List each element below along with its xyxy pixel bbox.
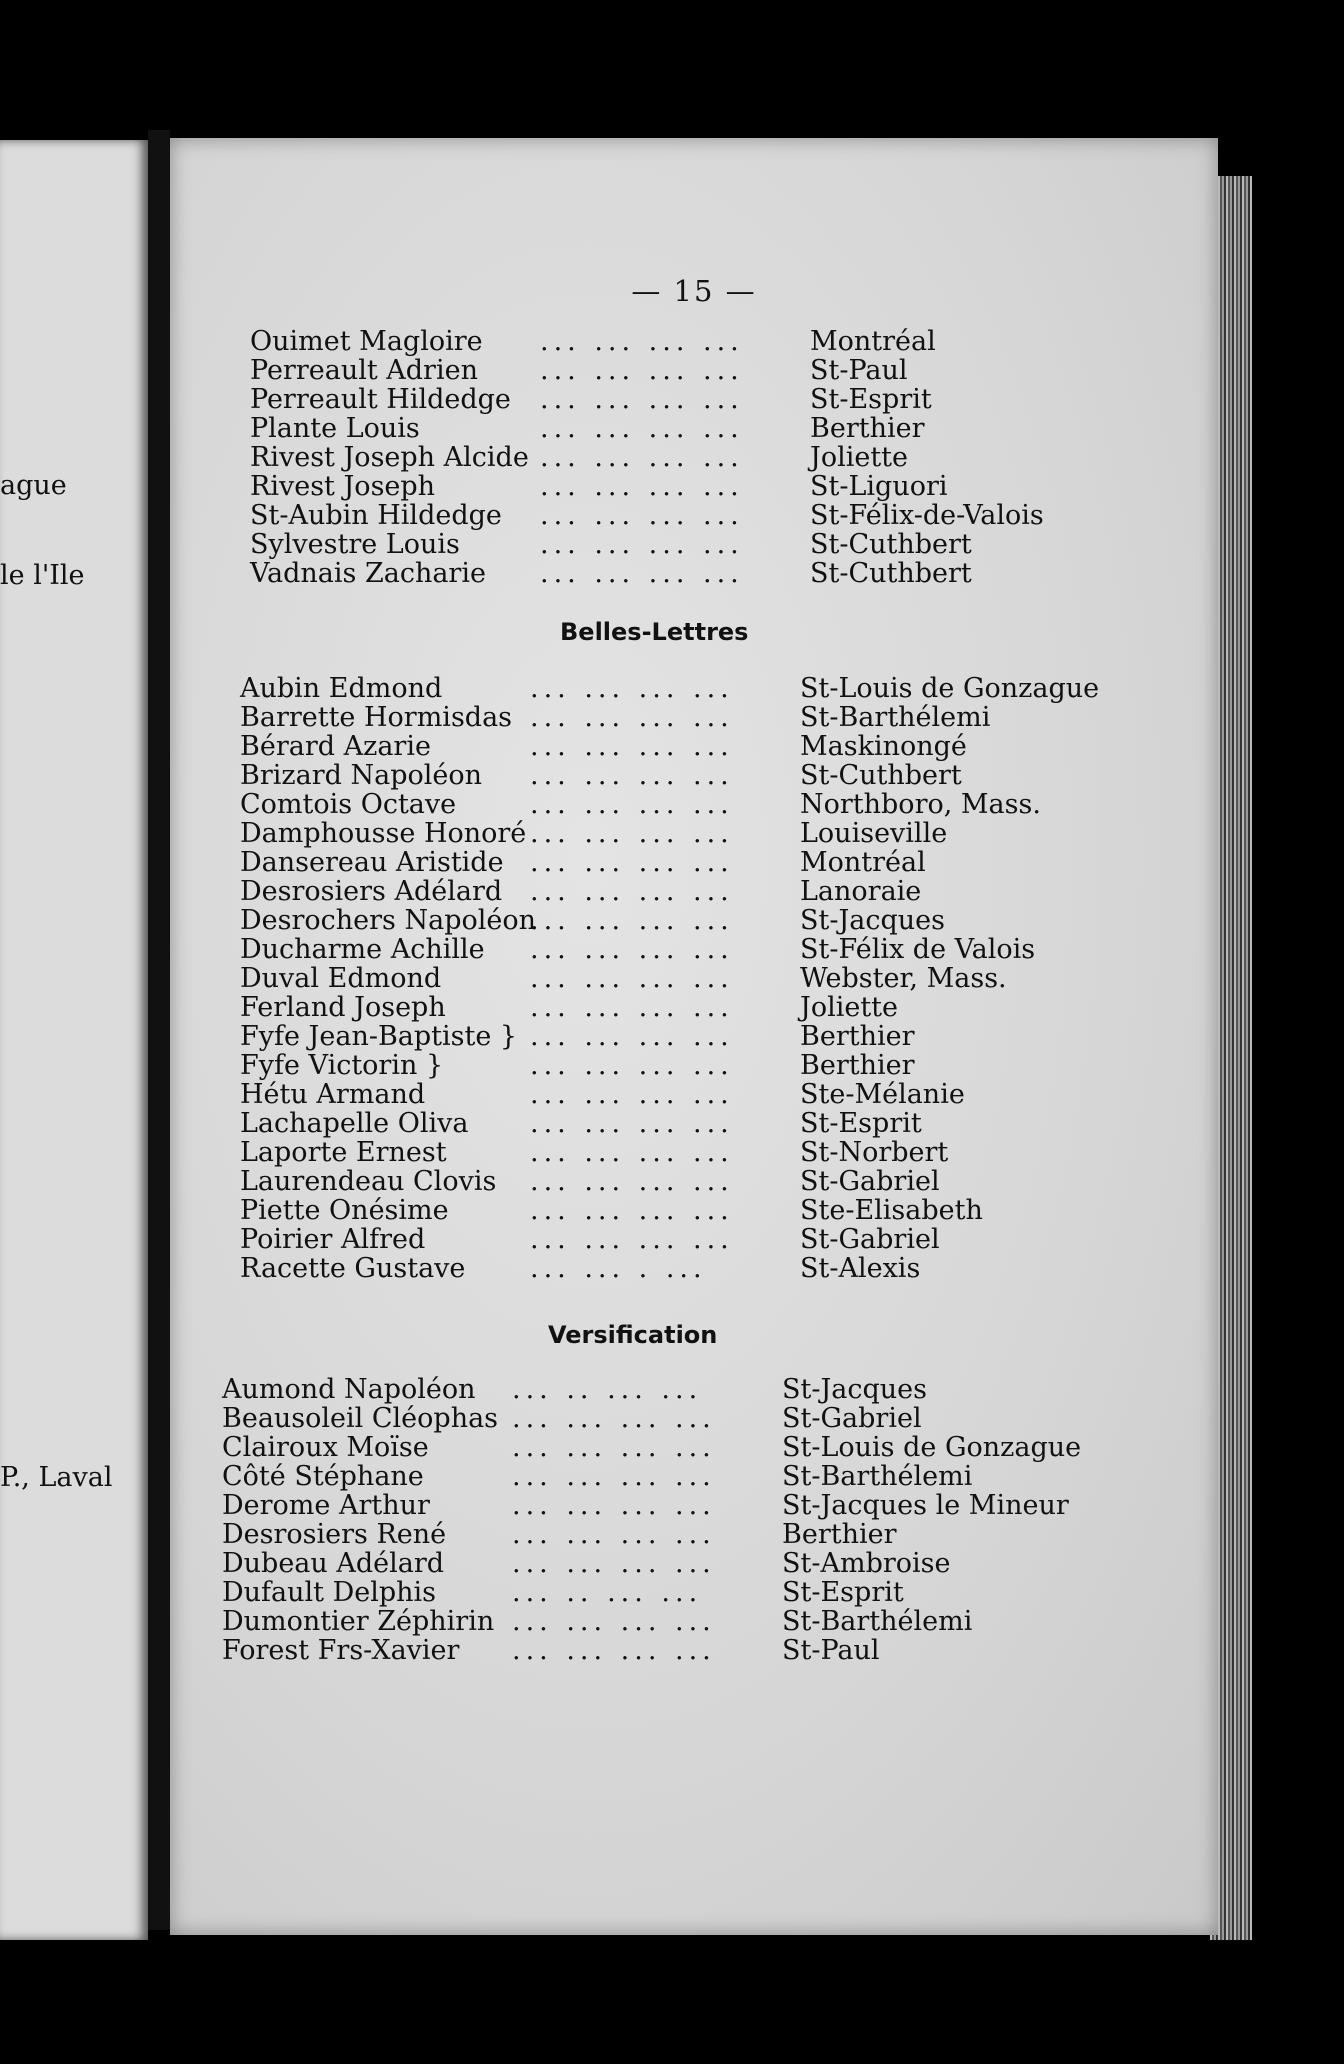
leader-dots: ... ... ... ... bbox=[530, 1050, 734, 1081]
student-name: Fyfe Victorin } bbox=[240, 1050, 444, 1081]
student-place: St-Liguori bbox=[810, 471, 948, 502]
student-place: St-Barthélemi bbox=[800, 702, 991, 733]
student-place: St-Louis de Gonzague bbox=[800, 673, 1100, 704]
student-place: Lanoraie bbox=[800, 876, 922, 907]
leader-dots: ... ... ... ... bbox=[512, 1635, 716, 1666]
student-place: Louiseville bbox=[800, 818, 948, 849]
left-fragment: P., Laval bbox=[0, 1462, 113, 1493]
section-heading: Versification bbox=[548, 1321, 718, 1349]
student-name: Rivest Joseph Alcide bbox=[250, 442, 529, 473]
leader-dots: ... ... ... ... bbox=[540, 529, 744, 560]
leader-dots: ... ... ... ... bbox=[530, 731, 734, 762]
student-name: Beausoleil Cléophas bbox=[222, 1403, 499, 1434]
student-place: St-Esprit bbox=[800, 1108, 922, 1139]
leader-dots: ... ... ... ... bbox=[530, 905, 734, 936]
student-name: Derome Arthur bbox=[222, 1490, 430, 1521]
student-place: Ste-Elisabeth bbox=[800, 1195, 983, 1226]
student-name: Dansereau Aristide bbox=[240, 847, 504, 878]
student-name: Aumond Napoléon bbox=[222, 1374, 476, 1405]
student-place: St-Cuthbert bbox=[800, 760, 962, 791]
student-name: Desrochers Napoléon bbox=[240, 905, 536, 936]
leader-dots: ... ... ... ... bbox=[540, 442, 744, 473]
leader-dots: ... ... ... ... bbox=[530, 1079, 734, 1110]
student-place: St-Cuthbert bbox=[810, 558, 972, 589]
student-place: St-Jacques le Mineur bbox=[782, 1490, 1069, 1521]
student-name: Duval Edmond bbox=[240, 963, 442, 994]
leader-dots: ... ... ... ... bbox=[530, 789, 734, 820]
left-fragment: le l'Ile bbox=[0, 560, 85, 591]
left-fragment: ague bbox=[0, 470, 67, 501]
student-place: St-Gabriel bbox=[782, 1403, 922, 1434]
student-name: Brizard Napoléon bbox=[240, 760, 482, 791]
leader-dots: ... ... ... ... bbox=[530, 1224, 734, 1255]
student-place: St-Esprit bbox=[782, 1577, 904, 1608]
student-name: Desrosiers Adélard bbox=[240, 876, 503, 907]
leader-dots: ... .. ... ... bbox=[512, 1374, 703, 1405]
leader-dots: ... ... ... ... bbox=[530, 1195, 734, 1226]
student-place: Ste-Mélanie bbox=[800, 1079, 965, 1110]
student-name: Lachapelle Oliva bbox=[240, 1108, 469, 1139]
student-place: Berthier bbox=[782, 1519, 897, 1550]
book-page bbox=[170, 138, 1218, 1935]
student-name: Vadnais Zacharie bbox=[250, 558, 486, 589]
student-place: Joliette bbox=[810, 442, 909, 473]
leader-dots: ... ... ... ... bbox=[540, 384, 744, 415]
leader-dots: ... ... ... ... bbox=[512, 1606, 716, 1637]
left-page-fragment bbox=[0, 140, 148, 1940]
student-name: Plante Louis bbox=[250, 413, 420, 444]
leader-dots: ... ... ... ... bbox=[512, 1548, 716, 1579]
student-name: Sylvestre Louis bbox=[250, 529, 460, 560]
leader-dots: ... ... ... ... bbox=[540, 355, 744, 386]
leader-dots: ... ... ... ... bbox=[540, 558, 744, 589]
leader-dots: ... .. ... ... bbox=[512, 1577, 703, 1608]
student-place: Montréal bbox=[800, 847, 926, 878]
student-name: Damphousse Honoré bbox=[240, 818, 527, 849]
student-place: St-Barthélemi bbox=[782, 1461, 973, 1492]
student-place: St-Jacques bbox=[800, 905, 946, 936]
leader-dots: ... ... . ... bbox=[530, 1253, 707, 1284]
student-name: Aubin Edmond bbox=[240, 673, 443, 704]
leader-dots: ... ... ... ... bbox=[540, 471, 744, 502]
student-place: St-Ambroise bbox=[782, 1548, 951, 1579]
student-place: St-Louis de Gonzague bbox=[782, 1432, 1082, 1463]
book-gutter bbox=[148, 130, 170, 1930]
student-place: St-Paul bbox=[782, 1635, 880, 1666]
student-name: Ferland Joseph bbox=[240, 992, 446, 1023]
student-name: Ouimet Magloire bbox=[250, 326, 483, 357]
leader-dots: ... ... ... ... bbox=[540, 413, 744, 444]
student-place: St-Jacques bbox=[782, 1374, 928, 1405]
student-name: Hétu Armand bbox=[240, 1079, 426, 1110]
student-place: Berthier bbox=[810, 413, 925, 444]
student-name: Dufault Delphis bbox=[222, 1577, 437, 1608]
leader-dots: ... ... ... ... bbox=[530, 963, 734, 994]
student-place: Joliette bbox=[800, 992, 899, 1023]
student-name: Barrette Hormisdas bbox=[240, 702, 513, 733]
student-name: Comtois Octave bbox=[240, 789, 457, 820]
student-name: St-Aubin Hildedge bbox=[250, 500, 502, 531]
leader-dots: ... ... ... ... bbox=[512, 1403, 716, 1434]
student-name: Laporte Ernest bbox=[240, 1137, 447, 1168]
student-name: Racette Gustave bbox=[240, 1253, 466, 1284]
leader-dots: ... ... ... ... bbox=[530, 1021, 734, 1052]
student-place: St-Paul bbox=[810, 355, 908, 386]
leader-dots: ... ... ... ... bbox=[530, 673, 734, 704]
student-name: Dubeau Adélard bbox=[222, 1548, 445, 1579]
section-heading: Belles-Lettres bbox=[560, 618, 749, 646]
student-name: Bérard Azarie bbox=[240, 731, 431, 762]
leader-dots: ... ... ... ... bbox=[540, 500, 744, 531]
student-name: Perreault Adrien bbox=[250, 355, 478, 386]
student-place: Northboro, Mass. bbox=[800, 789, 1041, 820]
page-number: — 15 — bbox=[631, 274, 757, 308]
leader-dots: ... ... ... ... bbox=[512, 1519, 716, 1550]
leader-dots: ... ... ... ... bbox=[512, 1461, 716, 1492]
student-name: Rivest Joseph bbox=[250, 471, 436, 502]
student-place: Montréal bbox=[810, 326, 936, 357]
student-place: Berthier bbox=[800, 1050, 915, 1081]
student-name: Laurendeau Clovis bbox=[240, 1166, 497, 1197]
leader-dots: ... ... ... ... bbox=[530, 847, 734, 878]
student-place: St-Esprit bbox=[810, 384, 932, 415]
student-place: St-Félix de Valois bbox=[800, 934, 1036, 965]
student-place: Webster, Mass. bbox=[800, 963, 1007, 994]
student-name: Perreault Hildedge bbox=[250, 384, 511, 415]
student-place: St-Gabriel bbox=[800, 1166, 940, 1197]
leader-dots: ... ... ... ... bbox=[540, 326, 744, 357]
student-name: Clairoux Moïse bbox=[222, 1432, 429, 1463]
leader-dots: ... ... ... ... bbox=[530, 876, 734, 907]
leader-dots: ... ... ... ... bbox=[530, 934, 734, 965]
student-name: Côté Stéphane bbox=[222, 1461, 424, 1492]
leader-dots: ... ... ... ... bbox=[530, 1137, 734, 1168]
student-name: Piette Onésime bbox=[240, 1195, 449, 1226]
leader-dots: ... ... ... ... bbox=[530, 1166, 734, 1197]
student-place: St-Norbert bbox=[800, 1137, 949, 1168]
student-place: St-Alexis bbox=[800, 1253, 921, 1284]
student-place: St-Barthélemi bbox=[782, 1606, 973, 1637]
leader-dots: ... ... ... ... bbox=[512, 1490, 716, 1521]
student-name: Dumontier Zéphirin bbox=[222, 1606, 495, 1637]
leader-dots: ... ... ... ... bbox=[530, 702, 734, 733]
student-name: Desrosiers René bbox=[222, 1519, 447, 1550]
student-place: St-Gabriel bbox=[800, 1224, 940, 1255]
student-name: Fyfe Jean-Baptiste } bbox=[240, 1021, 518, 1052]
student-place: St-Félix-de-Valois bbox=[810, 500, 1044, 531]
student-place: Maskinongé bbox=[800, 731, 967, 762]
leader-dots: ... ... ... ... bbox=[512, 1432, 716, 1463]
student-name: Ducharme Achille bbox=[240, 934, 485, 965]
student-place: St-Cuthbert bbox=[810, 529, 972, 560]
leader-dots: ... ... ... ... bbox=[530, 1108, 734, 1139]
leader-dots: ... ... ... ... bbox=[530, 760, 734, 791]
leader-dots: ... ... ... ... bbox=[530, 818, 734, 849]
student-name: Poirier Alfred bbox=[240, 1224, 426, 1255]
student-name: Forest Frs-Xavier bbox=[222, 1635, 460, 1666]
student-place: Berthier bbox=[800, 1021, 915, 1052]
leader-dots: ... ... ... ... bbox=[530, 992, 734, 1023]
